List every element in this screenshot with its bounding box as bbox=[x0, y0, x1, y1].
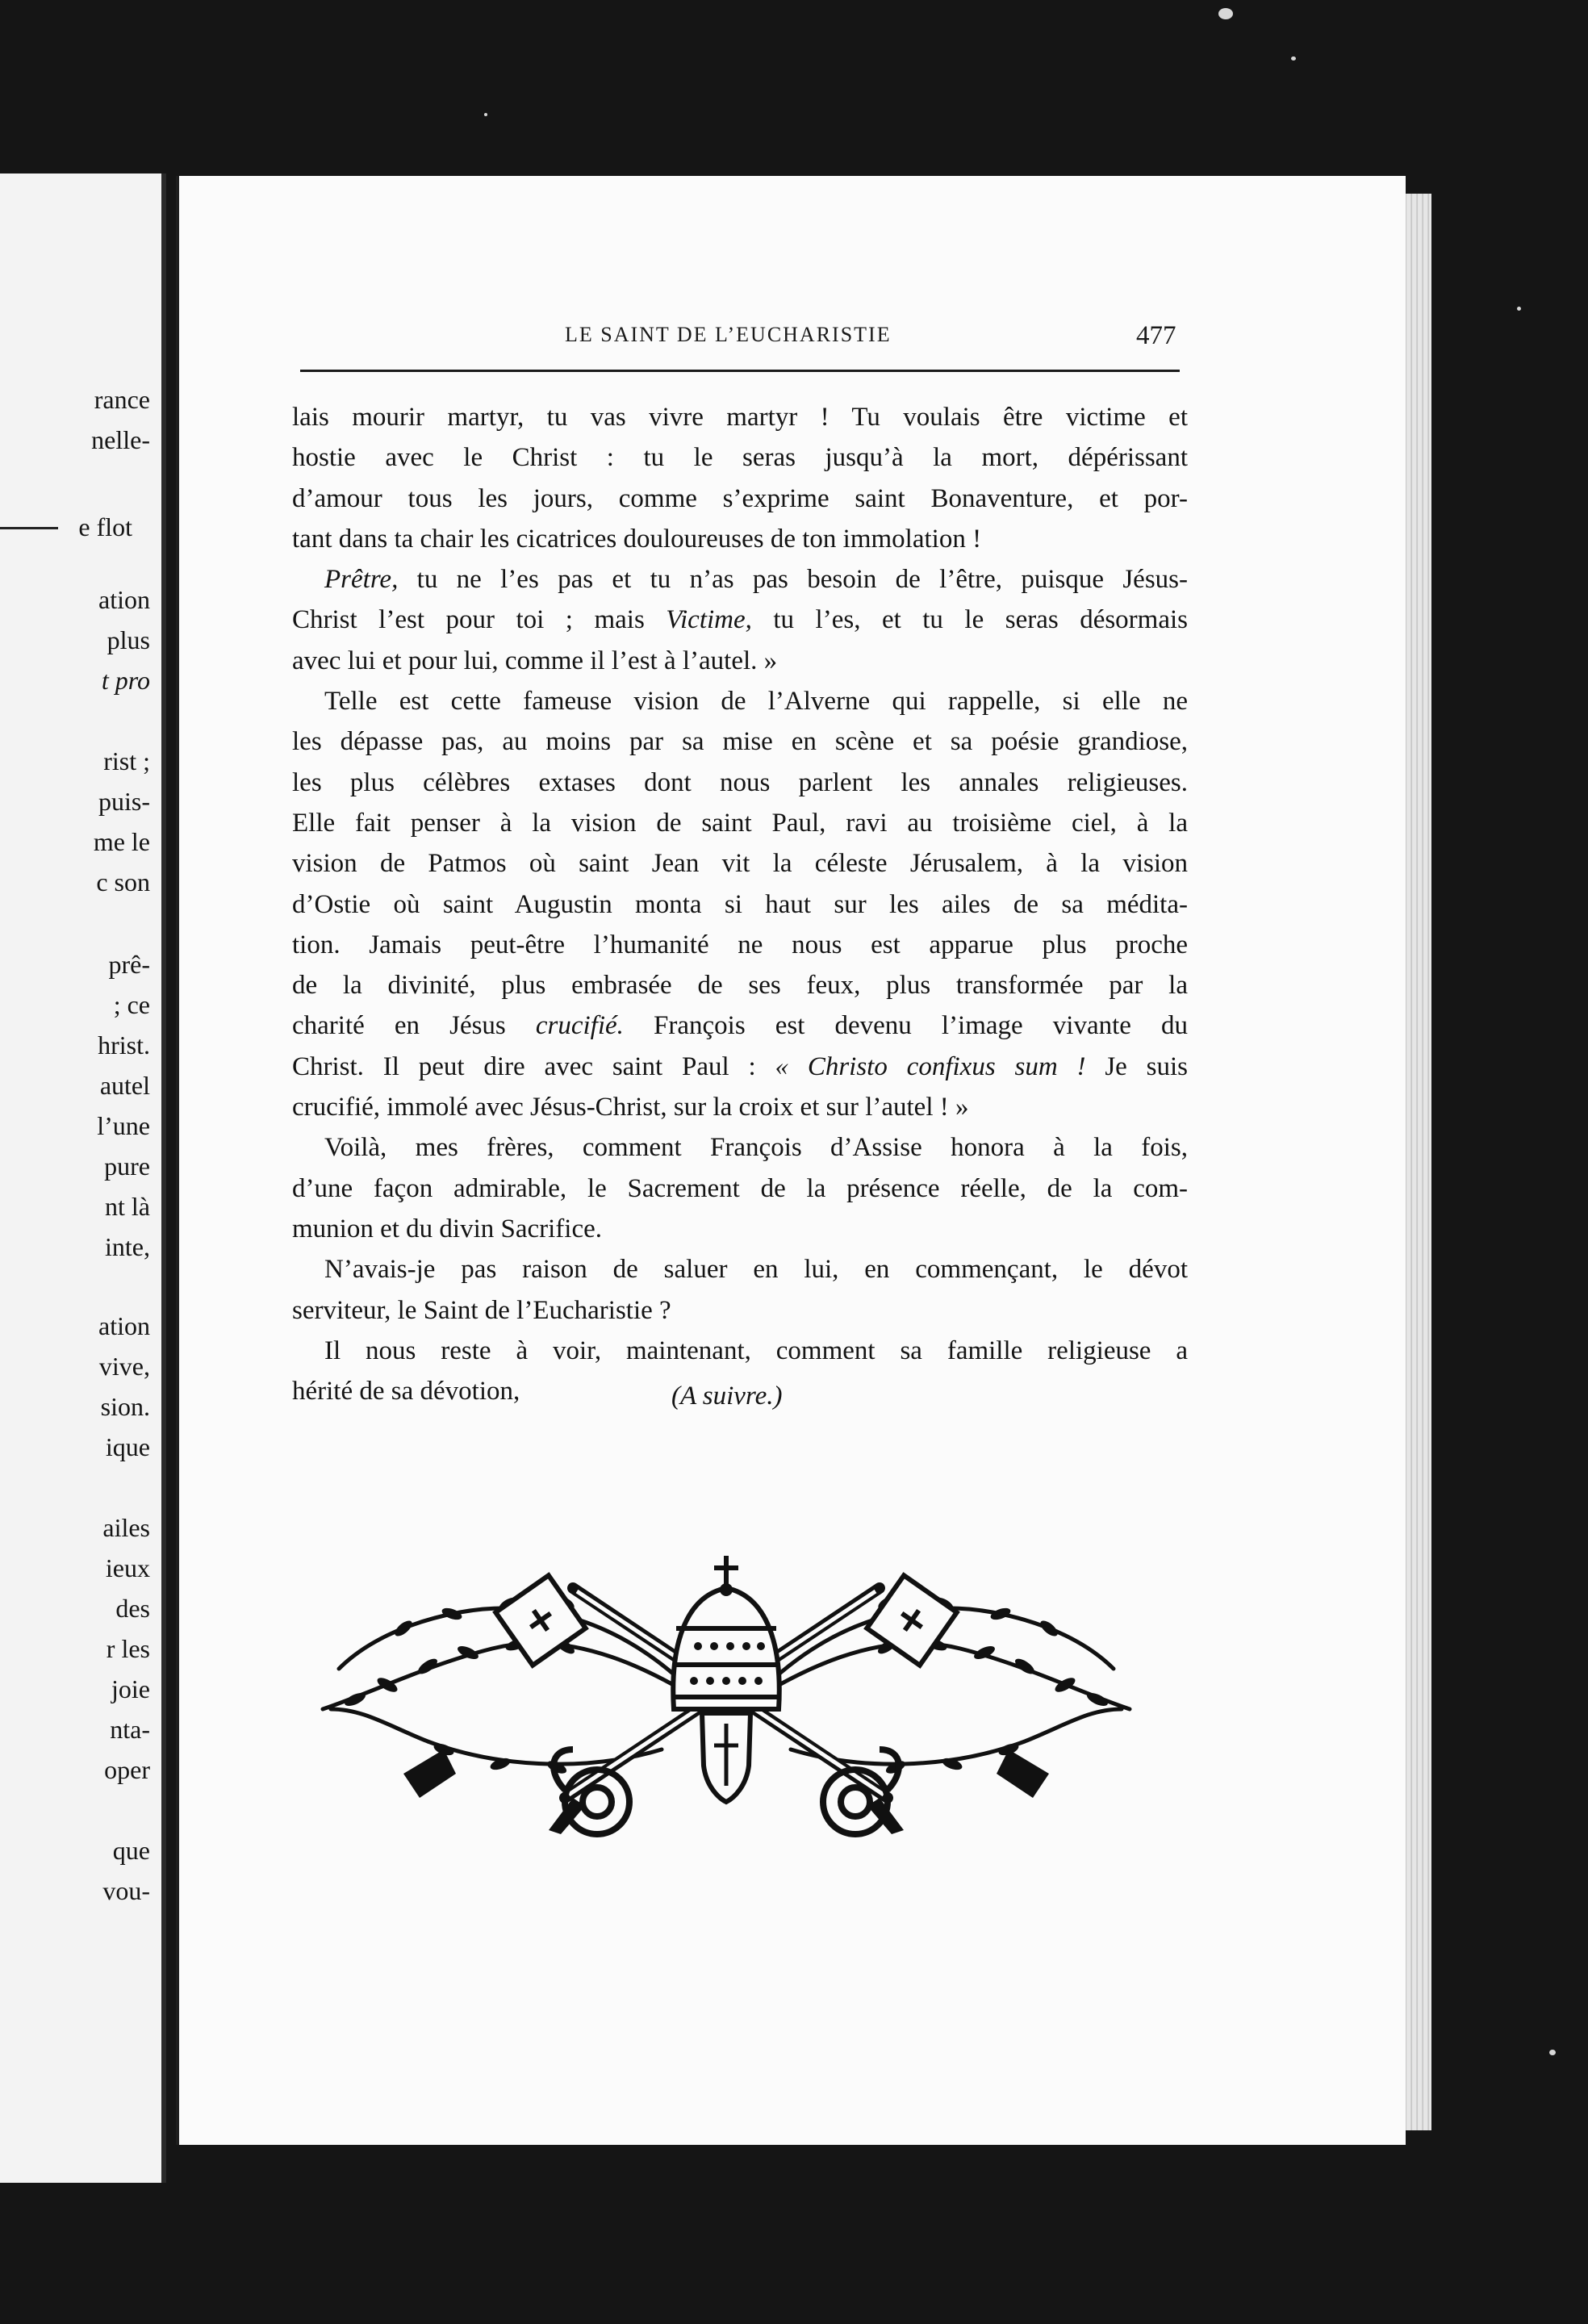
page-number: 477 bbox=[1136, 321, 1176, 350]
left-fragment: r les bbox=[106, 1634, 150, 1663]
left-fragment: des bbox=[115, 1594, 150, 1623]
left-fragment: que bbox=[112, 1836, 150, 1865]
left-fragment: ieux bbox=[105, 1553, 150, 1582]
text-line: vision de Patmos où saint Jean vit la céleste Jérusalem, à la vision bbox=[292, 849, 1188, 879]
left-fragment: vive, bbox=[98, 1352, 150, 1381]
body-text bbox=[292, 397, 1188, 1411]
dust-speck bbox=[1291, 56, 1296, 61]
left-fragment: ation bbox=[98, 585, 150, 614]
text-run: charité en Jésus bbox=[292, 1011, 536, 1041]
left-fragment: ; ce bbox=[113, 990, 150, 1019]
text-line: tion. Jamais peut-être l’humanité ne nous est apparue plus proche bbox=[292, 930, 1188, 959]
left-fragment: rist ; bbox=[103, 746, 150, 775]
text-line: serviteur, le Saint de l’Eucharistie ? bbox=[292, 1295, 671, 1325]
text-line: de la divinité, plus embrasée de ses feux, plus transformée par la bbox=[292, 971, 1188, 1001]
text-line: d’Ostie où saint Augustin monta si haut sur les ailes de sa médita- bbox=[292, 889, 1188, 919]
text-run: François est devenu l’image vivante du bbox=[623, 1011, 1188, 1041]
text-run: tu l’es, et tu le seras désormais bbox=[751, 605, 1188, 635]
left-fragment: plus bbox=[107, 625, 150, 654]
italic-word: Victime, bbox=[666, 605, 752, 635]
text-line: hérité de sa dévotion, bbox=[292, 1377, 520, 1407]
text-line: avec lui et pour lui, comme il l’est à l’autel. » bbox=[292, 646, 778, 675]
header-rule bbox=[300, 370, 1180, 372]
text-line: d’amour tous les jours, comme s’exprime saint Bonaventure, et por- bbox=[292, 483, 1188, 513]
left-fragment: ailes bbox=[102, 1513, 150, 1542]
text-line: Telle est cette fameuse vision de l’Alverne qui rappelle, si elle ne bbox=[324, 687, 1188, 717]
left-fragment: c son bbox=[96, 867, 150, 897]
italic-word: crucifié. bbox=[535, 1011, 624, 1041]
left-fragment: autel bbox=[99, 1071, 150, 1100]
left-fragment: nelle- bbox=[91, 425, 150, 454]
left-fragment: rance bbox=[94, 385, 150, 414]
running-header: LE SAINT DE L’EUCHARISTIE bbox=[565, 323, 892, 346]
text-line: les plus célèbres extases dont nous parlent les annales religieuses. bbox=[292, 767, 1188, 797]
left-fragment: hrist. bbox=[98, 1030, 150, 1060]
text-line: Il nous reste à voir, maintenant, comment sa famille religieuse a bbox=[324, 1335, 1188, 1365]
text-line: les dépasse pas, au moins par sa mise en scène et sa poésie grandiose, bbox=[292, 727, 1188, 757]
dust-speck bbox=[1218, 8, 1233, 19]
text-line: hostie avec le Christ : tu le seras jusqu’à la mort, dépérissant bbox=[292, 443, 1188, 473]
text-line: Voilà, mes frères, comment François d’Assise honora à la fois, bbox=[324, 1133, 1188, 1163]
papal-tiara-crossed-keys-ornament bbox=[307, 1507, 1146, 1862]
left-fragment: joie bbox=[111, 1674, 150, 1703]
text-line: Elle fait penser à la vision de saint Paul, ravi au troisième ciel, à la bbox=[292, 808, 1188, 838]
left-page-rule bbox=[0, 527, 58, 529]
latin-quote: « Christo confixus sum ! bbox=[775, 1051, 1086, 1081]
left-fragment: e flot bbox=[78, 512, 132, 541]
dust-speck bbox=[484, 113, 487, 116]
left-fragment: puis- bbox=[98, 787, 150, 816]
left-fragment: oper bbox=[104, 1755, 150, 1784]
left-fragment: l’une bbox=[97, 1111, 150, 1140]
left-fragment: sion. bbox=[100, 1392, 150, 1421]
left-fragment: prê- bbox=[108, 950, 150, 979]
to-be-continued: (A suivre.) bbox=[671, 1381, 783, 1411]
left-fragment: inte, bbox=[105, 1232, 150, 1261]
text-run: Christ l’est pour toi ; mais bbox=[292, 605, 667, 635]
dust-speck bbox=[1517, 307, 1521, 311]
italic-word: Prêtre, bbox=[324, 565, 399, 595]
text-run: Christ. Il peut dire avec saint Paul : bbox=[292, 1051, 775, 1081]
left-fragment: vou- bbox=[102, 1876, 150, 1905]
text-line bbox=[292, 600, 1188, 640]
text-line: d’une façon admirable, le Sacrement de la présence réelle, de la com- bbox=[292, 1173, 1188, 1203]
text-line bbox=[292, 1047, 1188, 1087]
text-line: munion et du divin Sacrifice. bbox=[292, 1214, 602, 1244]
left-fragment: nta- bbox=[110, 1715, 150, 1744]
left-fragment: pure bbox=[104, 1152, 150, 1181]
left-fragment: ation bbox=[98, 1311, 150, 1340]
left-fragment: nt là bbox=[105, 1192, 150, 1221]
text-line: tant dans ta chair les cicatrices douloureuses de ton immolation ! bbox=[292, 524, 982, 554]
text-line: crucifié, immolé avec Jésus-Christ, sur la croix et sur l’autel ! » bbox=[292, 1093, 969, 1122]
text-run: Je suis bbox=[1085, 1051, 1189, 1081]
text-line bbox=[292, 559, 1188, 600]
left-fragment: me le bbox=[93, 827, 150, 856]
left-fragment: ique bbox=[105, 1432, 150, 1461]
dust-speck bbox=[1549, 2050, 1556, 2055]
text-line: N’avais-je pas raison de saluer en lui, en commençant, le dévot bbox=[324, 1255, 1188, 1285]
text-line: lais mourir martyr, tu vas vivre martyr ! Tu voulais être victime et bbox=[292, 403, 1188, 432]
left-fragment: t pro bbox=[101, 666, 150, 695]
text-run: tu ne l’es pas et tu n’as pas besoin de l’être, puisque Jésus- bbox=[398, 565, 1188, 595]
left-facing-page bbox=[0, 173, 166, 2183]
text-line bbox=[292, 1005, 1188, 1046]
